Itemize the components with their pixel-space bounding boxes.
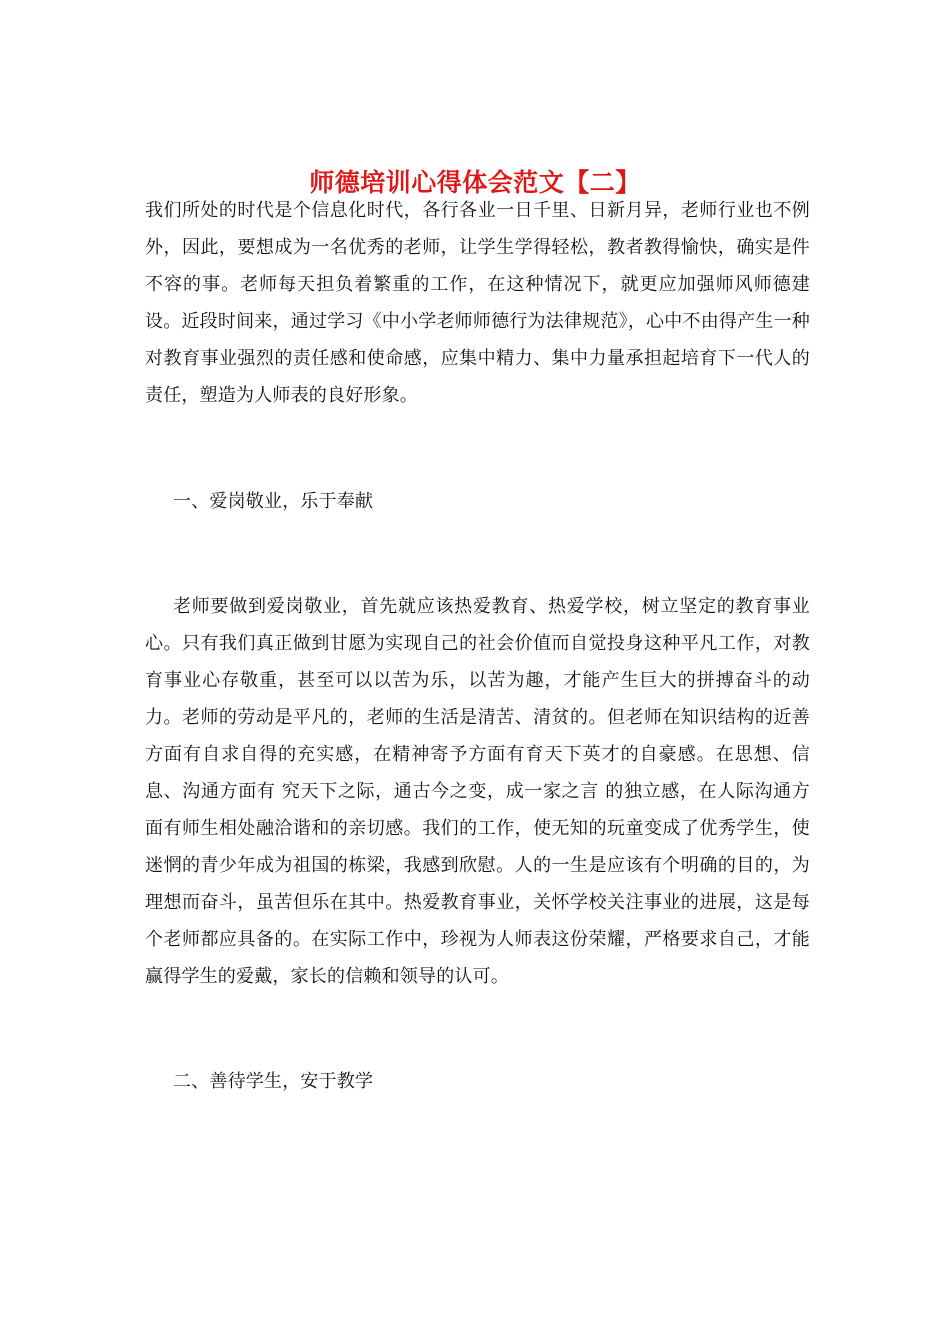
intro-paragraph: 我们所处的时代是个信息化时代，各行各业一日千里、日新月异，老师行业也不例外，因此，要想成为一名优秀的老师，让学生学得轻松，教者教得愉快，确实是件不容的事。老师每天担负着繁重的工作，在这种情况下，就更应加强师风师德建设。近段时间来，通过学习《中小学老师师德行为法律规范》，心中不由得产生一种对教育事业强烈的责任感和使命感，应集中精力、集中力量承担起培育下一代人的责任，塑造为人师表的良好形象。	[145, 200, 810, 406]
section-1-paragraph: 老师要做到爱岗敬业，首先就应该热爱教育、热爱学校，树立坚定的教育事业心。只有我们真正做到甘愿为实现自己的社会价值而自觉投身这种平凡工作，对教育事业心存敬重，甚至可以以苦为乐，以苦为趣，才能产生巨大的拼搏奋斗的动力。老师的劳动是平凡的，老师的生活是清苦、清贫的。但老师在知识结构的近善方面有自求自得的充实感，在精神寄予方面有育天下英才的自豪感。在思想、信息、沟通方面有 究天下之际，通古今之变，成一家之言 的独立感，在人际沟通方面有师生相处融洽谐和的亲切感。我们的工作，使无知的玩童变成了优秀学生，使迷惘的青少年成为祖国的栋梁，我感到欣慰。人的一生是应该有个明确的目的，为理想而奋斗，虽苦但乐在其中。热爱教育事业，关怀学校关注事业的进展，这是每个老师都应具备的。在实际工作中，珍视为人师表这份荣耀，严格要求自己，才能赢得学生的爱戴，家长的信赖和领导的认可。	[145, 596, 810, 987]
document-title: 师德培训心得体会范文【二】	[309, 167, 641, 197]
section-2-heading: 二、善待学生，安于教学	[173, 1071, 374, 1092]
section-1-heading: 一、爱岗敬业，乐于奉献	[173, 491, 374, 512]
